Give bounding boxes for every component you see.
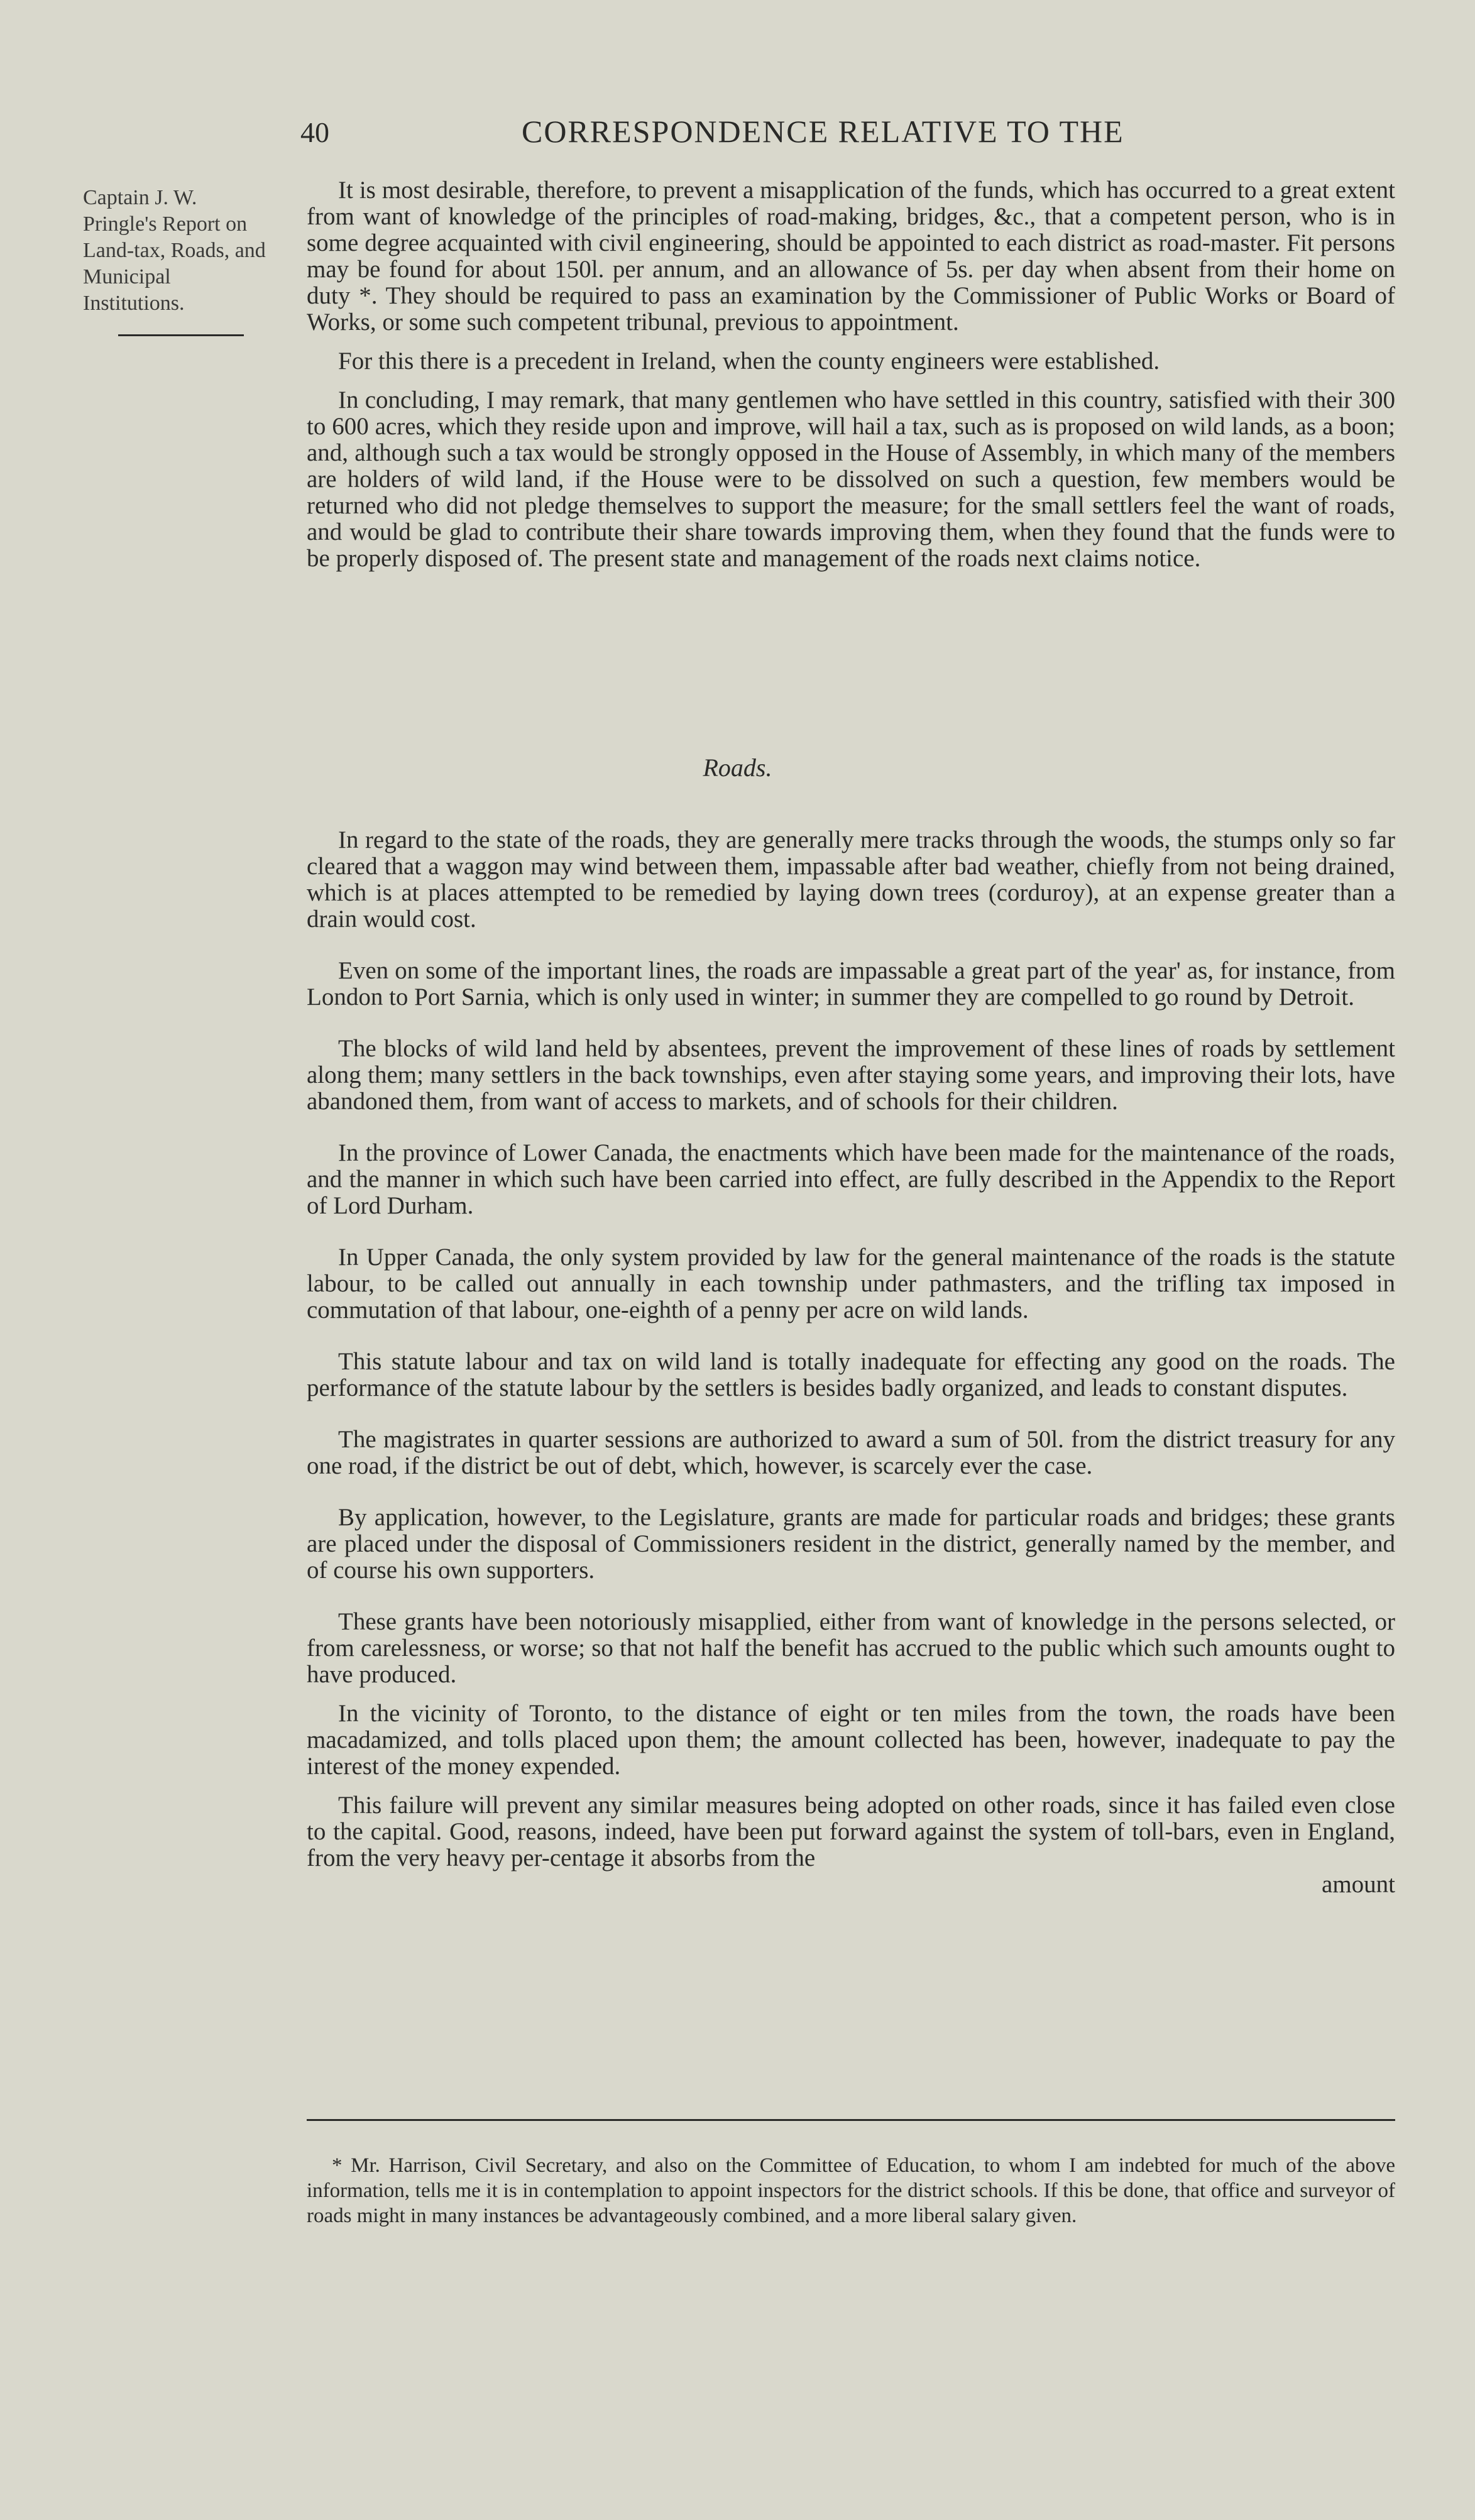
paragraph: For this there is a precedent in Ireland, when the county engineers were established. xyxy=(338,348,1160,375)
paragraph: In regard to the state of the roads, they are generally mere tracks through the woods, the stumps only so far cleared that a waggon may wind between them, impassable after bad weather, chiefly from not being drained, which is at places attempted to be remedied by laying down trees (corduroy), at an expense greater than a drain would cost. xyxy=(307,826,1395,933)
paragraph: These grants have been notoriously misapplied, either from want of knowledge in the persons selected, or from carelessness, or worse; so that not half the benefit has accrued to the public which such amounts ought to have produced. xyxy=(307,1608,1395,1688)
paragraph: In the province of Lower Canada, the enactments which have been made for the maintenance of the roads, and the manner in which such have been carried into effect, are fully described in the Appendix to the Report of Lord Durham. xyxy=(307,1139,1395,1219)
page-number: 40 xyxy=(300,116,329,148)
body-text-top xyxy=(307,177,1395,572)
paragraph: The blocks of wild land held by absentees, prevent the improvement of these lines of roads by settlement along them; many settlers in the back townships, even after staying some years, and improving their lots, have abandoned them, from want of access to markets, and of schools for their children. xyxy=(307,1035,1395,1115)
body-text-roads xyxy=(307,827,1395,1898)
side-note: Captain J. W. Pringle's Report on Land-tax, Roads, and Municipal Institutions. xyxy=(83,186,266,315)
paragraph: In Upper Canada, the only system provided by law for the general maintenance of the roads is the statute labour, to be called out annually in each township under pathmasters, and the trifling tax imposed in commutation of that labour, one-eighth of a penny per acre on wild lands. xyxy=(307,1244,1395,1323)
paragraph: In concluding, I may remark, that many gentlemen who have settled in this country, satisfied with their 300 to 600 acres, which they reside upon and improve, will hail a tax, such as is proposed on wild lands, as a boon; and, although such a tax would be strongly opposed in the House of Assembly, in which many of the members are holders of wild land, if the House were to be dissolved on such a question, few members would be returned who did not pledge themselves to support the measure; for the small settlers feel the want of roads, and would be glad to contribute their share towards improving them, when they found that the funds were to be properly disposed of. The present state and management of the roads next claims notice. xyxy=(307,386,1395,572)
paragraph: By application, however, to the Legislature, grants are made for particular roads and bridges; these grants are placed under the disposal of Commissioners resident in the district, generally named by the member, and of course his own supporters. xyxy=(307,1504,1395,1584)
side-note-rule xyxy=(118,334,244,336)
paragraph: This failure will prevent any similar measures being adopted on other roads, since it has failed even close to the capital. Good, reasons, indeed, have been put forward against the system of toll-bars, even in England, from the very heavy per-centage it absorbs from the xyxy=(307,1792,1395,1871)
footnote-rule xyxy=(307,2119,1395,2121)
paragraph: It is most desirable, therefore, to prevent a misapplication of the funds, which has occurred to a great extent from want of knowledge of the principles of road-making, bridges, &c., that a competent person, who is in some degree acquainted with civil engineering, should be appointed to each district as road-master. Fit persons may be found for about 150l. per annum, and an allowance of 5s. per day when absent from their home on duty *. They should be required to pass an examination by the Commissioner of Public Works or Board of Works, or some such competent tribunal, previous to appointment. xyxy=(307,177,1395,336)
footnote: * Mr. Harrison, Civil Secretary, and also on the Committee of Education, to whom I am indebted for much of the above information, tells me it is in contemplation to appoint inspectors for the district schools. If this be done, that office and surveyor of roads might in many instances be advantageously combined, and a more liberal salary given. xyxy=(307,2154,1395,2227)
paragraph: Even on some of the important lines, the roads are impassable a great part of the year' as, for instance, from London to Port Sarnia, which is only used in winter; in summer they are compelled to go round by Detroit. xyxy=(307,957,1395,1011)
section-heading-roads: Roads. xyxy=(703,753,772,782)
paragraph: In the vicinity of Toronto, to the distance of eight or ten miles from the town, the roads have been macadamized, and tolls placed upon them; the amount collected has been, however, inadequate to pay the interest of the money expended. xyxy=(307,1700,1395,1780)
running-head: CORRESPONDENCE RELATIVE TO THE xyxy=(522,114,1124,149)
paragraph: This statute labour and tax on wild land is totally inadequate for effecting any good on the roads. The performance of the statute labour by the settlers is besides badly organized, and leads to constant disputes. xyxy=(307,1348,1395,1401)
paragraph: The magistrates in quarter sessions are authorized to award a sum of 50l. from the district treasury for any one road, if the district be out of debt, which, however, is scarcely ever the case. xyxy=(307,1426,1395,1479)
catchword: amount xyxy=(1322,1871,1395,1898)
